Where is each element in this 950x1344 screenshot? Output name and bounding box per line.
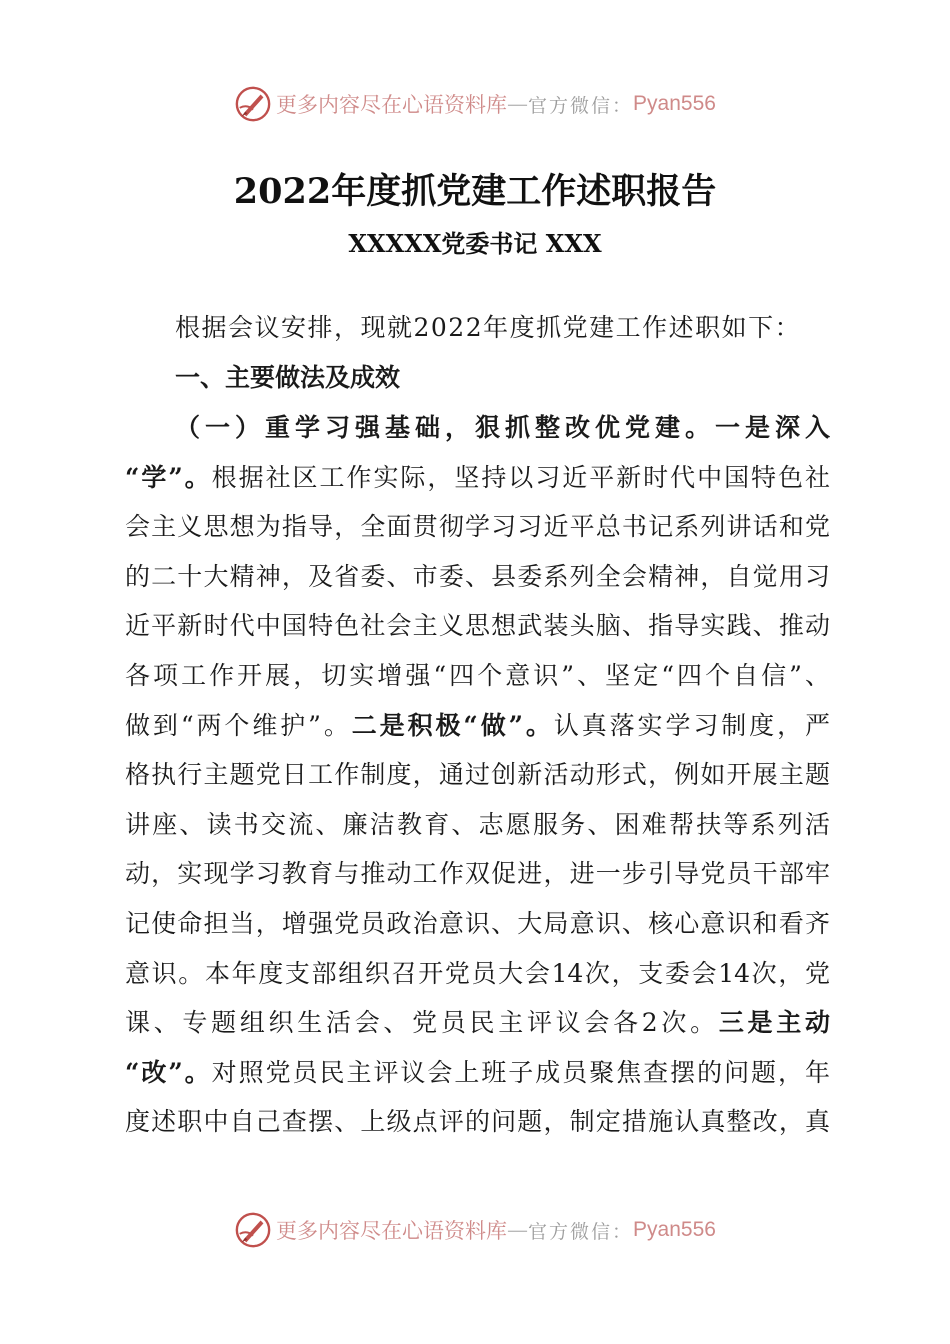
- text-run: 认真落实学习制度，严: [553, 710, 830, 740]
- text-run: 讲座、读书交流、廉洁教育、志愿服务、困难帮扶等系列活: [125, 809, 830, 839]
- paragraph-line: [125, 899, 830, 949]
- paragraph-line: [125, 601, 830, 651]
- banner-label: 官方微信：: [528, 1220, 634, 1243]
- pen-circle-icon: [234, 85, 272, 123]
- text-run: 根据社区工作实际，坚持以习近平新时代中国特色社: [211, 462, 830, 492]
- text-run: 格执行主题党日工作制度，通过创新活动形式，例如开展主题: [125, 760, 830, 790]
- paragraph-line: [125, 651, 830, 701]
- banner-text: 更多内容尽在心语资料库: [276, 1219, 508, 1243]
- paragraph-line: [125, 1097, 830, 1147]
- text-run: 近平新时代中国特色社会主义思想武装头脑、指导实践、推动: [125, 611, 830, 641]
- text-run: 意识。本年度支部组织召开党员大会14次，支委会14次，党: [125, 958, 830, 988]
- body-paragraph: [125, 403, 830, 1147]
- paragraph-line: [125, 750, 830, 800]
- paragraph-line: [125, 849, 830, 899]
- paragraph-line: [125, 552, 830, 602]
- text-run: 度述职中自己查摆、上级点评的问题，制定措施认真整改，真: [125, 1107, 830, 1137]
- text-run: 课、专题组织生活会、党员民主评议会各2次。: [125, 1008, 719, 1038]
- banner-label: 官方微信：: [528, 94, 634, 117]
- banner-text: 更多内容尽在心语资料库: [276, 93, 508, 117]
- footer-banner: [0, 1210, 950, 1250]
- section-heading: 一、主要做法及成效: [175, 363, 401, 392]
- paragraph-line: [125, 998, 830, 1048]
- bold-run: （一）重学习强基础，狠抓整改优党建。一是深入: [175, 413, 830, 442]
- text-run: 记使命担当，增强党员政治意识、大局意识、核心意识和看齐: [125, 908, 830, 938]
- intro-paragraph: 根据会议安排，现就2022年度抓党建工作述职如下：: [175, 313, 802, 342]
- text-run: 对照党员民主评议会上班子成员聚焦查摆的问题，年: [211, 1057, 830, 1087]
- paragraph-line: [125, 949, 830, 999]
- text-run: 各项工作开展，切实增强“四个意识”、坚定“四个自信”、: [125, 660, 830, 690]
- paragraph-line: [125, 502, 830, 552]
- paragraph-line: [125, 403, 830, 453]
- bold-run: 三是主动: [718, 1008, 830, 1038]
- text-run: 做到“两个维护”。: [125, 710, 352, 740]
- pen-circle-icon: [234, 1211, 272, 1249]
- text-run: 的二十大精神，及省委、市委、县委系列全会精神，自觉用习: [125, 561, 830, 591]
- bold-run: “学”。: [125, 462, 212, 492]
- paragraph-line: [125, 1048, 830, 1098]
- paragraph-line: [125, 800, 830, 850]
- document-subtitle: XXXXX党委书记 XXX: [348, 229, 602, 258]
- banner-dash: —: [507, 1218, 529, 1242]
- document-title: 2022年度抓党建工作述职报告: [233, 171, 717, 212]
- bold-run: “改”。: [125, 1057, 212, 1087]
- header-banner: [0, 84, 950, 124]
- banner-wechat-id: Pyan556: [633, 92, 716, 115]
- bold-run: 二是积极“做”。: [351, 710, 554, 740]
- banner-dash: —: [507, 92, 529, 116]
- paragraph-line: [125, 453, 830, 503]
- banner-wechat-id: Pyan556: [633, 1218, 716, 1241]
- text-run: 会主义思想为指导，全面贯彻学习习近平总书记系列讲话和党: [125, 512, 830, 542]
- paragraph-line: [125, 701, 830, 751]
- text-run: 动，实现学习教育与推动工作双促进，进一步引导党员干部牢: [125, 859, 830, 889]
